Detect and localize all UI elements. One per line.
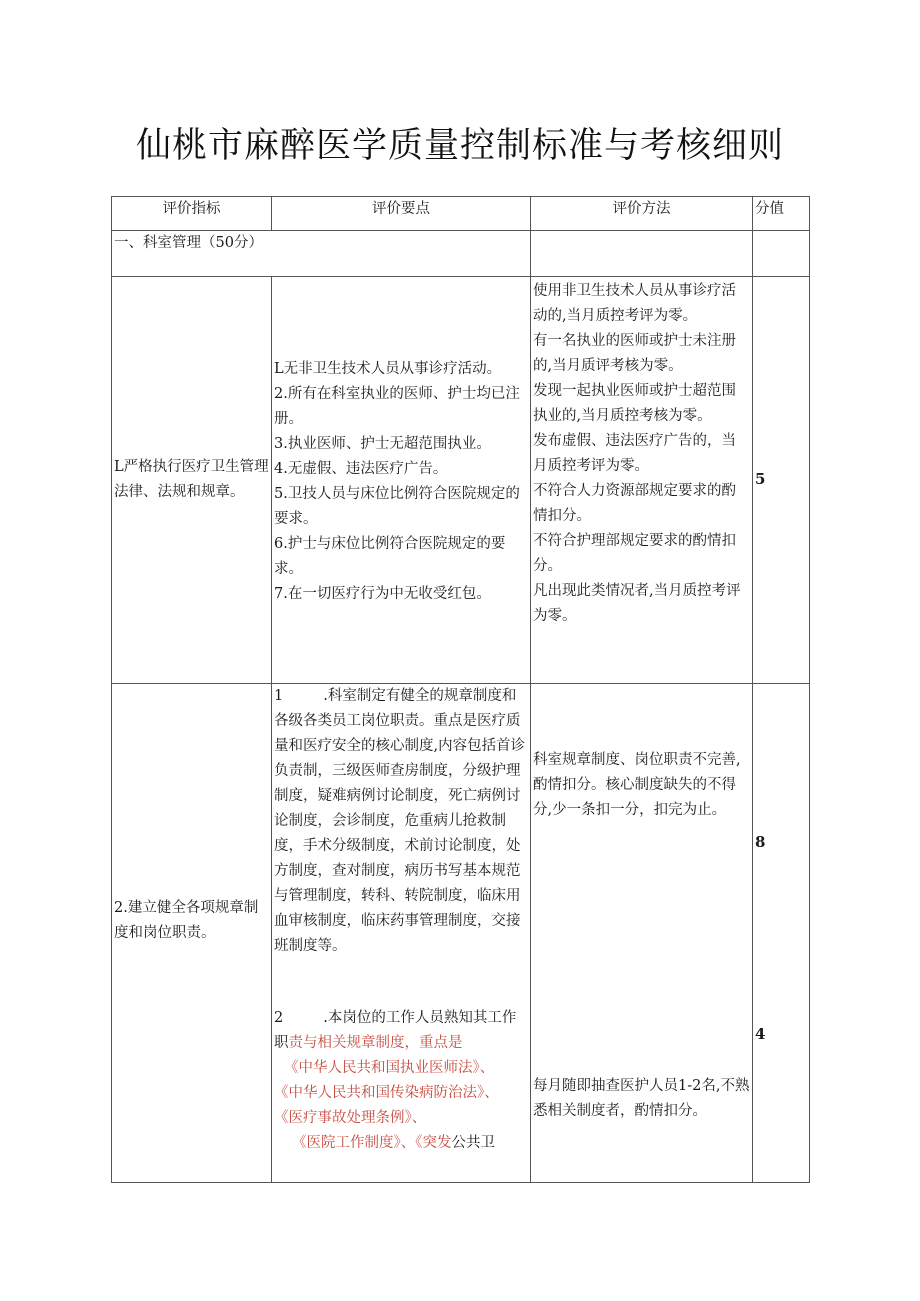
section-empty-method <box>531 231 753 277</box>
row2-point-2 <box>274 1006 528 1156</box>
table-row <box>112 277 810 684</box>
row1-point-6: 6.护士与床位比例符合医院规定的要求。 <box>274 536 506 577</box>
row2-point-1-text: .科室制定有健全的规章制度和各级各类员工岗位职责。重点是医疗质量和医疗安全的核心制度,内容包括首诊负责制，三级医师查房制度，分级护理制度，疑难病例讨论制度，死亡病例讨论制度，会诊制度，危重病儿抢救制度，手术分级制度，术前讨论制度，处方制度，查对制度，病历书写基本规范与管理制度，转科、转院制度，临床用血审核制度，临床药事管理制度，交接班制度等。 <box>274 688 526 954</box>
row2-point-2-red-4: 《医疗事故处理条例》、 <box>274 1110 427 1126</box>
row1-method-2: 有一名执业的医师或护士未注册的,当月质评考核为零。 <box>533 333 736 374</box>
row2-score-2: 4 <box>755 1025 766 1043</box>
row1-method-cell <box>531 277 753 684</box>
section-row <box>112 231 810 277</box>
row1-point-7: 7.在一切医疗行为中无收受红包。 <box>274 586 491 602</box>
row2-point-1 <box>274 684 528 959</box>
row1-method-7: 凡出现此类情况者,当月质控考评为零。 <box>533 583 741 624</box>
header-score: 分值 <box>753 197 810 231</box>
row2-point-2-end: 公共卫 <box>451 1135 495 1151</box>
row2-point-2-red-1: 责与相关规章制度，重点是 <box>288 1035 463 1051</box>
row1-indicator: L严格执行医疗卫生管理法律、法规和规章。 <box>114 459 269 500</box>
table-header-row <box>112 197 810 231</box>
row2-point-2-num: 2 <box>274 1010 284 1026</box>
row1-point-2: 2.所有在科室执业的医师、护士均已注册。 <box>274 386 520 427</box>
row2-point-2-text-a: .本岗位的工作人员熟知其工作职 <box>274 1010 517 1051</box>
row2-method-2: 每月随即抽查医护人员1-2名,不熟悉相关制度者，酌情扣分。 <box>533 1078 750 1119</box>
row1-score-cell <box>753 277 810 684</box>
row1-score: 5 <box>755 470 766 488</box>
row1-point-3: 3.执业医师、护士无超范围执业。 <box>274 436 491 452</box>
section-label: 一、科室管理（50分） <box>112 231 531 277</box>
row2-score-1: 8 <box>755 833 766 851</box>
header-method: 评价方法 <box>531 197 753 231</box>
row2-point-2-red-3: 《中华人民共和国传染病防治法》、 <box>274 1085 499 1101</box>
row1-method-6: 不符合护理部规定要求的酌情扣分。 <box>533 533 736 574</box>
row1-point-5: 5.卫技人员与床位比例符合医院规定的要求。 <box>274 486 520 527</box>
row2-point-2-red-5: 《医院工作制度》、《突发 <box>292 1135 452 1151</box>
row1-method-1: 使用非卫生技术人员从事诊疗活动的,当月质控考评为零。 <box>533 283 736 324</box>
row1-point-1: L无非卫生技术人员从事诊疗活动。 <box>274 361 502 377</box>
row2-indicator-cell <box>112 684 272 1183</box>
row1-indicator-cell <box>112 277 272 684</box>
row2-score-cell <box>753 684 810 1183</box>
row2-points-cell <box>272 684 531 1183</box>
table-row <box>112 684 810 1183</box>
row1-point-4: 4.无虚假、违法医疗广告。 <box>274 461 448 477</box>
row2-method-1: 科室规章制度、岗位职责不完善,酌情扣分。核心制度缺失的不得分,少一条扣一分，扣完为止。 <box>533 752 741 818</box>
row1-method-4: 发布虚假、违法医疗广告的，当月质控考评为零。 <box>533 433 736 474</box>
section-empty-score <box>753 231 810 277</box>
row2-method-cell <box>531 684 753 1183</box>
row1-method-3: 发现一起执业医师或护士超范围执业的,当月质控考核为零。 <box>533 383 736 424</box>
row1-method-5: 不符合人力资源部规定要求的酌情扣分。 <box>533 483 736 524</box>
row1-points-cell <box>272 277 531 684</box>
evaluation-table <box>111 196 810 1183</box>
header-points: 评价要点 <box>272 197 531 231</box>
row2-point-1-num: 1 <box>274 688 284 704</box>
header-indicator: 评价指标 <box>112 197 272 231</box>
page-title: 仙桃市麻醉医学质量控制标准与考核细则 <box>135 126 784 166</box>
row2-point-2-red-2: 《中华人民共和国执业医师法》、 <box>284 1060 495 1076</box>
row2-indicator: 2.建立健全各项规章制度和岗位职责。 <box>114 900 259 941</box>
